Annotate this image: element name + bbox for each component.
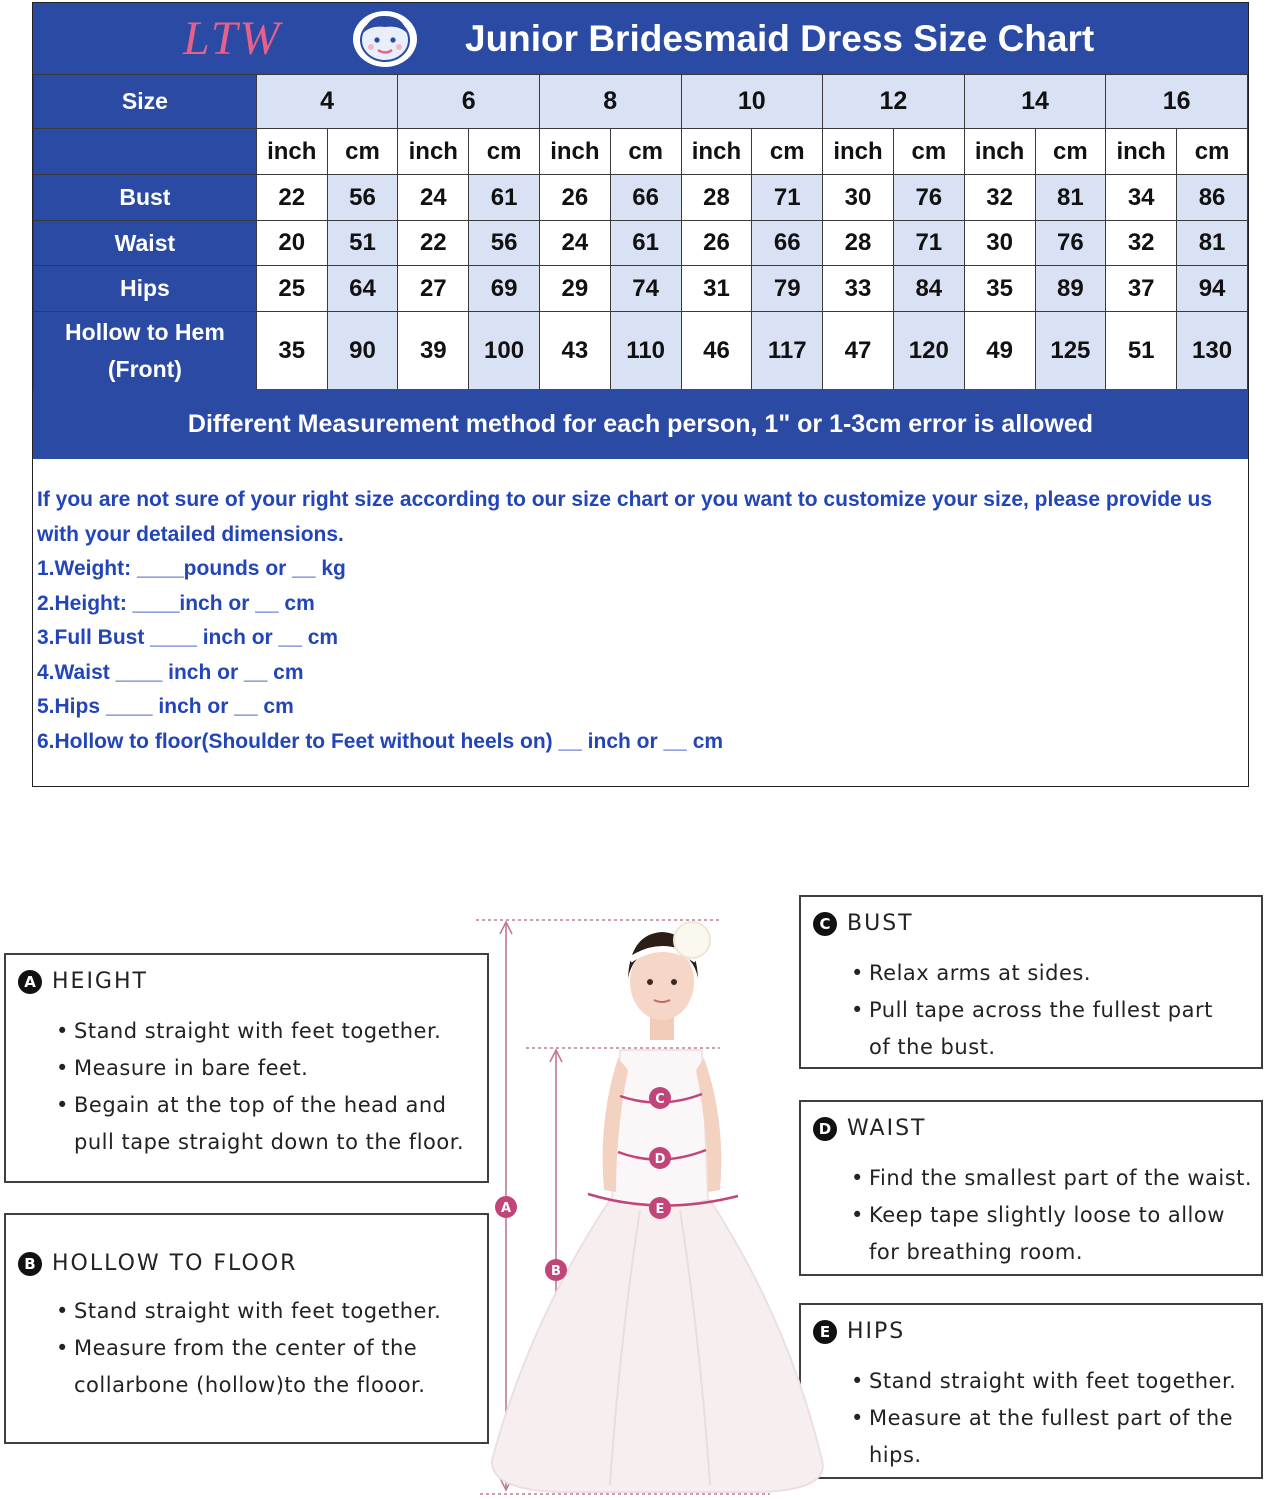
table-cell: 30	[964, 221, 1035, 266]
table-cell: 49	[964, 312, 1035, 390]
size-cell: 14	[964, 75, 1106, 129]
guide-title: WAIST	[847, 1116, 927, 1141]
guide-bullet: • Measure from the center of the	[56, 1330, 477, 1367]
table-cell: 32	[1106, 221, 1177, 266]
guide-title: HIPS	[847, 1319, 906, 1344]
table-cell: 120	[893, 312, 964, 390]
chart-title: Junior Bridesmaid Dress Size Chart	[465, 18, 1095, 59]
table-cell: 24	[398, 175, 469, 221]
dress-skirt	[492, 1200, 823, 1492]
svg-text:B: B	[551, 1264, 561, 1279]
table-cell: 89	[1035, 266, 1106, 312]
table-cell: 28	[823, 221, 894, 266]
guide-title: BUST	[847, 911, 914, 936]
table-cell: 76	[1035, 221, 1106, 266]
guide-bullet: • Stand straight with feet together.	[56, 1013, 477, 1050]
svg-text:D: D	[654, 1152, 666, 1167]
table-cell: 56	[327, 175, 398, 221]
table-cell: 22	[398, 221, 469, 266]
size-cell: 10	[681, 75, 823, 129]
instruction-item-weight: 1.Weight: ____pounds or __ kg	[37, 557, 346, 580]
guide-title: HEIGHT	[52, 969, 148, 994]
table-cell: 79	[752, 266, 823, 312]
table-cell: 81	[1035, 175, 1106, 221]
row-label: Hips	[34, 266, 257, 312]
unit-cm: cm	[1035, 129, 1106, 175]
table-cell: 26	[681, 221, 752, 266]
guide-lines	[851, 1160, 1251, 1271]
table-cell: 28	[681, 175, 752, 221]
custom-size-instructions	[37, 483, 1247, 759]
guide-lines	[56, 1293, 477, 1404]
table-cell: 47	[823, 312, 894, 390]
table-cell: 125	[1035, 312, 1106, 390]
guide-bullet-cont: pull tape straight down to the floor.	[74, 1130, 465, 1154]
row-label-line2: (Front)	[107, 355, 182, 382]
guide-lines	[56, 1013, 477, 1161]
row-label-line1: Hollow to Hem	[65, 318, 225, 345]
table-cell: 81	[1177, 221, 1248, 266]
guide-heading	[18, 1251, 297, 1281]
guide-bullet-cont: collarbone (hollow)to the flooor.	[74, 1373, 426, 1397]
marker-b-icon	[545, 1259, 567, 1281]
table-row-waist	[34, 221, 1248, 266]
row-label	[34, 312, 257, 390]
marker-a-icon	[495, 1196, 517, 1218]
table-row-bust	[34, 175, 1248, 221]
guide-box-height	[4, 953, 489, 1183]
guide-box-hollow-to-floor	[4, 1213, 489, 1444]
table-cell: 37	[1106, 266, 1177, 312]
table-cell: 100	[469, 312, 540, 390]
svg-text:E: E	[655, 1202, 665, 1217]
guide-box-hips	[799, 1303, 1263, 1479]
badge-b-icon: B	[18, 1252, 42, 1276]
hair-flower-icon	[674, 922, 710, 958]
guide-title: HOLLOW TO FLOOR	[52, 1251, 298, 1276]
chart-header	[33, 3, 1248, 74]
mascot-logo-icon	[349, 7, 421, 71]
table-cell: 117	[752, 312, 823, 390]
brand-logo: LTW	[183, 12, 282, 65]
table-cell: 51	[1106, 312, 1177, 390]
guide-heading	[813, 1116, 927, 1146]
marker-e-icon	[649, 1197, 671, 1219]
unit-inch: inch	[539, 129, 610, 175]
unit-cm: cm	[610, 129, 681, 175]
guide-bullet: • Relax arms at sides.	[851, 955, 1251, 992]
size-cell: 6	[398, 75, 540, 129]
unit-row-label	[34, 129, 257, 175]
unit-inch: inch	[1106, 129, 1177, 175]
guide-bullet: • Stand straight with feet together.	[851, 1363, 1251, 1400]
unit-cm: cm	[893, 129, 964, 175]
marker-c-icon	[649, 1087, 671, 1109]
guide-bullet: • Stand straight with feet together.	[56, 1293, 477, 1330]
size-chart	[32, 2, 1249, 787]
table-cell: 25	[256, 266, 327, 312]
instructions-intro: If you are not sure of your right size according to our size chart or you want to customize your size, please provide us with your detailed dimensions.	[37, 488, 1213, 546]
table-cell: 66	[752, 221, 823, 266]
badge-d-icon: D	[813, 1117, 837, 1141]
guide-bullet: • Measure in bare feet.	[56, 1050, 477, 1087]
unit-row	[34, 129, 1248, 175]
guide-bullet-cont: hips.	[869, 1443, 922, 1467]
svg-text:A: A	[500, 1201, 512, 1216]
guide-bullet: • Measure at the fullest part of the	[851, 1400, 1251, 1437]
size-cell: 16	[1106, 75, 1248, 129]
table-cell: 39	[398, 312, 469, 390]
model-figure	[470, 900, 830, 1500]
eye	[671, 979, 677, 985]
table-cell: 86	[1177, 175, 1248, 221]
table-cell: 74	[610, 266, 681, 312]
table-cell: 61	[469, 175, 540, 221]
unit-inch: inch	[398, 129, 469, 175]
guide-lines	[851, 1363, 1251, 1474]
table-cell: 51	[327, 221, 398, 266]
table-cell: 29	[539, 266, 610, 312]
table-cell: 56	[469, 221, 540, 266]
instruction-item-bust: 3.Full Bust ____ inch or __ cm	[37, 626, 339, 649]
guide-bullet-cont: of the bust.	[869, 1035, 996, 1059]
guide-bullet: • Pull tape across the fullest part	[851, 992, 1251, 1029]
table-cell: 66	[610, 175, 681, 221]
table-cell: 27	[398, 266, 469, 312]
row-label: Bust	[34, 175, 257, 221]
badge-c-icon: C	[813, 912, 837, 936]
marker-d-icon	[649, 1147, 671, 1169]
table-cell: 94	[1177, 266, 1248, 312]
table-cell: 34	[1106, 175, 1177, 221]
table-cell: 43	[539, 312, 610, 390]
table-cell: 32	[964, 175, 1035, 221]
guide-box-waist	[799, 1100, 1263, 1276]
instruction-item-waist: 4.Waist ____ inch or __ cm	[37, 660, 304, 684]
table-cell: 84	[893, 266, 964, 312]
badge-a-icon: A	[18, 970, 42, 994]
table-cell: 130	[1177, 312, 1248, 390]
unit-inch: inch	[256, 129, 327, 175]
table-cell: 26	[539, 175, 610, 221]
guide-bullet: • Keep tape slightly loose to allow	[851, 1197, 1251, 1234]
instruction-item-hips: 5.Hips ____ inch or __ cm	[37, 695, 294, 718]
guide-bullet-cont: for breathing room.	[869, 1240, 1084, 1264]
table-cell: 46	[681, 312, 752, 390]
table-cell: 110	[610, 312, 681, 390]
table-cell: 90	[327, 312, 398, 390]
table-cell: 61	[610, 221, 681, 266]
size-cell: 12	[823, 75, 965, 129]
table-row-hips	[34, 266, 1248, 312]
table-cell: 33	[823, 266, 894, 312]
instruction-item-hollow-to-floor: 6.Hollow to floor(Shoulder to Feet without heels on) __ inch or __ cm	[37, 729, 724, 753]
table-cell: 35	[964, 266, 1035, 312]
size-header-row	[34, 75, 1248, 129]
size-label: Size	[34, 75, 257, 129]
table-cell: 22	[256, 175, 327, 221]
size-cell: 4	[256, 75, 398, 129]
guide-bullet: • Find the smallest part of the waist.	[851, 1160, 1251, 1197]
guide-box-bust	[799, 895, 1263, 1069]
table-cell: 24	[539, 221, 610, 266]
table-cell: 69	[469, 266, 540, 312]
guide-heading	[18, 969, 148, 999]
size-cell: 8	[539, 75, 681, 129]
eye	[647, 979, 653, 985]
unit-cm: cm	[327, 129, 398, 175]
table-cell: 76	[893, 175, 964, 221]
unit-cm: cm	[752, 129, 823, 175]
guide-bullet: • Begain at the top of the head and	[56, 1087, 477, 1124]
table-cell: 71	[752, 175, 823, 221]
unit-inch: inch	[823, 129, 894, 175]
unit-inch: inch	[964, 129, 1035, 175]
table-cell: 20	[256, 221, 327, 266]
row-label: Waist	[34, 221, 257, 266]
size-table	[33, 74, 1248, 390]
badge-e-icon: E	[813, 1320, 837, 1344]
unit-inch: inch	[681, 129, 752, 175]
guide-lines	[851, 955, 1251, 1066]
table-cell: 71	[893, 221, 964, 266]
instruction-item-height: 2.Height: ____inch or __ cm	[37, 591, 315, 615]
table-cell: 64	[327, 266, 398, 312]
table-cell: 30	[823, 175, 894, 221]
svg-text:C: C	[655, 1092, 665, 1107]
unit-cm: cm	[1177, 129, 1248, 175]
error-note-bar: Different Measurement method for each person, 1" or 1-3cm error is allowed	[33, 389, 1248, 459]
table-cell: 35	[256, 312, 327, 390]
table-row-hollow-to-hem	[34, 312, 1248, 390]
table-cell: 31	[681, 266, 752, 312]
unit-cm: cm	[469, 129, 540, 175]
